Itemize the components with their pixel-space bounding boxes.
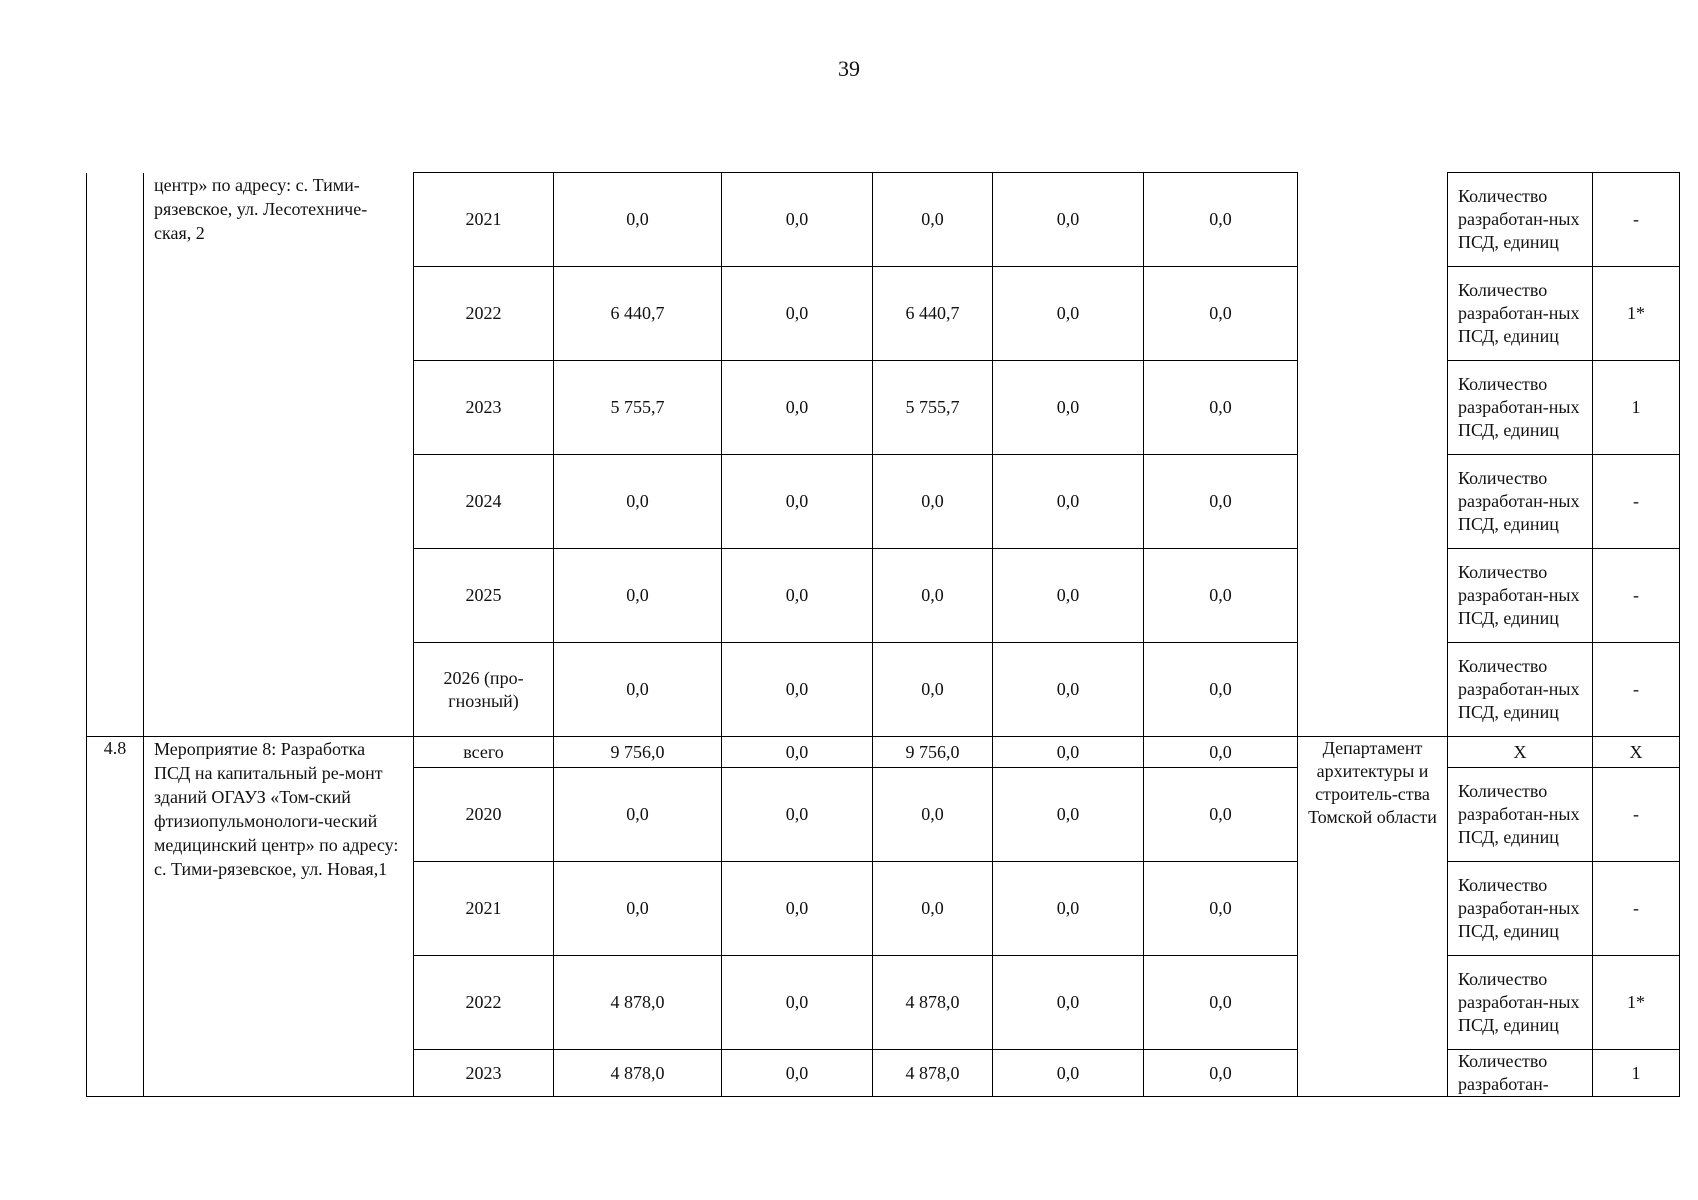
indicator-value: 1 <box>1593 361 1680 455</box>
federal-cell: 0,0 <box>722 1050 873 1097</box>
page-number: 39 <box>838 56 860 81</box>
indicator-value: - <box>1593 173 1680 267</box>
total-cell: 0,0 <box>554 643 722 737</box>
year-cell: 2023 <box>414 1050 554 1097</box>
total-cell: 5 755,7 <box>554 361 722 455</box>
local-cell: 0,0 <box>993 1050 1144 1097</box>
total-cell: 0,0 <box>554 455 722 549</box>
local-cell: 0,0 <box>993 862 1144 956</box>
year-cell: 2022 <box>414 267 554 361</box>
indicator-cell: Количество разработан-ных ПСД, единиц <box>1448 862 1593 956</box>
federal-cell: 0,0 <box>722 737 873 768</box>
federal-cell: 0,0 <box>722 956 873 1050</box>
indicator-cell: Количество разработан-ных ПСД, единиц <box>1448 768 1593 862</box>
indicator-cell: Количество разработан-ных ПСД, единиц <box>1448 455 1593 549</box>
year-cell: 2022 <box>414 956 554 1050</box>
event-number-cell <box>87 173 144 737</box>
regional-cell: 0,0 <box>873 549 993 643</box>
indicator-cell: Количество разработан-ных ПСД, единиц <box>1448 267 1593 361</box>
indicator-cell: Количество разработан- <box>1448 1050 1593 1097</box>
indicator-value: - <box>1593 643 1680 737</box>
regional-cell: 0,0 <box>873 643 993 737</box>
extrabudget-cell: 0,0 <box>1144 737 1298 768</box>
indicator-cell: Х <box>1448 737 1593 768</box>
federal-cell: 0,0 <box>722 549 873 643</box>
extrabudget-cell: 0,0 <box>1144 1050 1298 1097</box>
indicator-value: - <box>1593 549 1680 643</box>
indicator-value: - <box>1593 768 1680 862</box>
total-cell: 4 878,0 <box>554 956 722 1050</box>
indicator-value: 1* <box>1593 267 1680 361</box>
extrabudget-cell: 0,0 <box>1144 455 1298 549</box>
extrabudget-cell: 0,0 <box>1144 361 1298 455</box>
indicator-cell: Количество разработан-ных ПСД, единиц <box>1448 956 1593 1050</box>
extrabudget-cell: 0,0 <box>1144 267 1298 361</box>
extrabudget-cell: 0,0 <box>1144 956 1298 1050</box>
year-cell: 2021 <box>414 173 554 267</box>
local-cell: 0,0 <box>993 643 1144 737</box>
year-cell: всего <box>414 737 554 768</box>
executor-cell: Департамент архитектуры и строитель-ства Томской области <box>1298 737 1448 1097</box>
year-cell: 2020 <box>414 768 554 862</box>
indicator-value: Х <box>1593 737 1680 768</box>
total-cell: 0,0 <box>554 549 722 643</box>
total-cell: 4 878,0 <box>554 1050 722 1097</box>
indicator-value: - <box>1593 455 1680 549</box>
total-cell: 0,0 <box>554 173 722 267</box>
federal-cell: 0,0 <box>722 361 873 455</box>
indicator-value: 1* <box>1593 956 1680 1050</box>
federal-cell: 0,0 <box>722 173 873 267</box>
regional-cell: 4 878,0 <box>873 1050 993 1097</box>
local-cell: 0,0 <box>993 361 1144 455</box>
regional-cell: 0,0 <box>873 768 993 862</box>
indicator-value: 1 <box>1593 1050 1680 1097</box>
executor-cell <box>1298 173 1448 737</box>
regional-cell: 0,0 <box>873 455 993 549</box>
program-table <box>86 172 1680 1097</box>
local-cell: 0,0 <box>993 455 1144 549</box>
indicator-cell: Количество разработан-ных ПСД, единиц <box>1448 549 1593 643</box>
year-cell: 2024 <box>414 455 554 549</box>
indicator-cell: Количество разработан-ных ПСД, единиц <box>1448 361 1593 455</box>
total-cell: 9 756,0 <box>554 737 722 768</box>
table-row <box>87 173 1680 267</box>
extrabudget-cell: 0,0 <box>1144 643 1298 737</box>
local-cell: 0,0 <box>993 737 1144 768</box>
event-description: центр» по адресу: с. Тими-рязевское, ул. Лесотехниче-ская, 2 <box>144 173 414 737</box>
year-cell: 2026 (про-гнозный) <box>414 643 554 737</box>
year-cell: 2021 <box>414 862 554 956</box>
federal-cell: 0,0 <box>722 768 873 862</box>
total-cell: 0,0 <box>554 862 722 956</box>
year-cell: 2023 <box>414 361 554 455</box>
federal-cell: 0,0 <box>722 267 873 361</box>
extrabudget-cell: 0,0 <box>1144 768 1298 862</box>
local-cell: 0,0 <box>993 768 1144 862</box>
event-number-cell: 4.8 <box>87 737 144 1097</box>
local-cell: 0,0 <box>993 267 1144 361</box>
regional-cell: 0,0 <box>873 173 993 267</box>
total-cell: 6 440,7 <box>554 267 722 361</box>
extrabudget-cell: 0,0 <box>1144 549 1298 643</box>
regional-cell: 9 756,0 <box>873 737 993 768</box>
indicator-cell: Количество разработан-ных ПСД, единиц <box>1448 173 1593 267</box>
federal-cell: 0,0 <box>722 862 873 956</box>
regional-cell: 5 755,7 <box>873 361 993 455</box>
regional-cell: 6 440,7 <box>873 267 993 361</box>
table-row <box>87 737 1680 768</box>
federal-cell: 0,0 <box>722 643 873 737</box>
year-cell: 2025 <box>414 549 554 643</box>
total-cell: 0,0 <box>554 768 722 862</box>
local-cell: 0,0 <box>993 956 1144 1050</box>
local-cell: 0,0 <box>993 549 1144 643</box>
indicator-cell: Количество разработан-ных ПСД, единиц <box>1448 643 1593 737</box>
extrabudget-cell: 0,0 <box>1144 173 1298 267</box>
regional-cell: 4 878,0 <box>873 956 993 1050</box>
federal-cell: 0,0 <box>722 455 873 549</box>
regional-cell: 0,0 <box>873 862 993 956</box>
event-description: Мероприятие 8: Разработка ПСД на капитальный ре-монт зданий ОГАУЗ «Том-ский фтизиопульмонологи-ческий медицинский центр» по адресу: с. Тими-рязевское, ул. Новая,1 <box>144 737 414 1097</box>
extrabudget-cell: 0,0 <box>1144 862 1298 956</box>
local-cell: 0,0 <box>993 173 1144 267</box>
indicator-value: - <box>1593 862 1680 956</box>
